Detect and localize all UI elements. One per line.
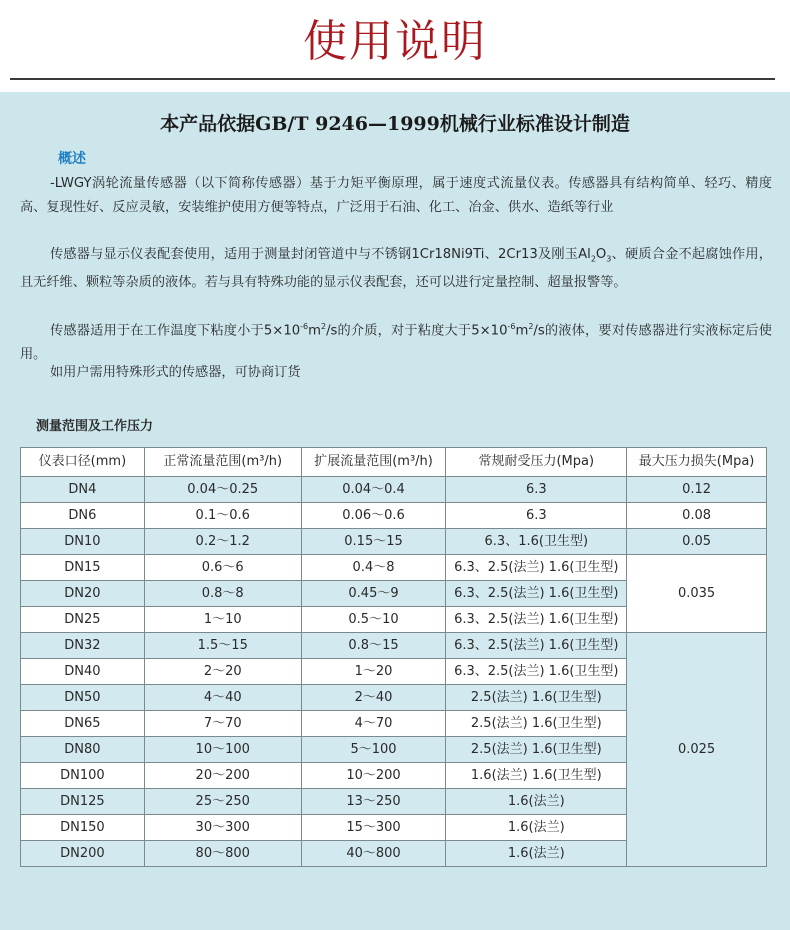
cell-extended-flow: 1～20	[301, 659, 446, 685]
cell-normal-flow: 20～200	[144, 763, 301, 789]
cell-extended-flow: 0.04～0.4	[301, 477, 446, 503]
cell-pressure-loss-merged: 0.035	[627, 555, 767, 633]
cell-normal-flow: 1～10	[144, 607, 301, 633]
cell-extended-flow: 2～40	[301, 685, 446, 711]
table-header-row	[21, 448, 767, 477]
cell-normal-flow: 80～800	[144, 841, 301, 867]
cell-extended-flow: 0.5～10	[301, 607, 446, 633]
cell-extended-flow: 0.4～8	[301, 555, 446, 581]
table-row	[21, 555, 767, 581]
header-divider	[10, 78, 775, 80]
cell-extended-flow: 15～300	[301, 815, 446, 841]
cell-normal-flow: 0.1～0.6	[144, 503, 301, 529]
col-header-pressure-loss: 最大压力损失(Mpa)	[627, 448, 767, 477]
cell-pressure-loss: 0.05	[627, 529, 767, 555]
spec-table	[20, 447, 767, 867]
cell-extended-flow: 40～800	[301, 841, 446, 867]
cell-diameter: DN150	[21, 815, 145, 841]
cell-pressure: 1.6(法兰)	[446, 789, 627, 815]
cell-diameter: DN6	[21, 503, 145, 529]
cell-normal-flow: 10～100	[144, 737, 301, 763]
standard-subtitle: 本产品依据GB/T 9246—1999机械行业标准设计制造	[160, 113, 630, 135]
cell-pressure: 6.3、2.5(法兰) 1.6(卫生型)	[446, 633, 627, 659]
cell-extended-flow: 10～200	[301, 763, 446, 789]
cell-extended-flow: 0.45～9	[301, 581, 446, 607]
cell-diameter: DN32	[21, 633, 145, 659]
cell-pressure-loss: 0.08	[627, 503, 767, 529]
cell-diameter: DN125	[21, 789, 145, 815]
cell-pressure: 1.6(法兰)	[446, 815, 627, 841]
cell-pressure: 2.5(法兰) 1.6(卫生型)	[446, 685, 627, 711]
table-row	[21, 529, 767, 555]
cell-normal-flow: 0.2～1.2	[144, 529, 301, 555]
col-header-pressure: 常规耐受压力(Mpa)	[446, 448, 627, 477]
table-row	[21, 477, 767, 503]
overview-heading: 概述	[58, 151, 86, 167]
col-header-diameter: 仪表口径(mm)	[21, 448, 145, 477]
cell-pressure: 6.3	[446, 477, 627, 503]
cell-normal-flow: 1.5～15	[144, 633, 301, 659]
cell-pressure: 2.5(法兰) 1.6(卫生型)	[446, 737, 627, 763]
cell-diameter: DN50	[21, 685, 145, 711]
cell-diameter: DN4	[21, 477, 145, 503]
cell-pressure: 6.3、2.5(法兰) 1.6(卫生型)	[446, 555, 627, 581]
page-title: 使用说明	[303, 16, 487, 67]
cell-extended-flow: 4～70	[301, 711, 446, 737]
cell-pressure: 1.6(法兰) 1.6(卫生型)	[446, 763, 627, 789]
overview-paragraph-3: 传感器适用于在工作温度下粘度小于$5\times 10^{-6}m^2/s$的介质，对于粘度大于$5\times 10^{-6}m^2/s$的液体，要对传感器进行实液标定后使用。	[20, 322, 772, 362]
cell-pressure: 2.5(法兰) 1.6(卫生型)	[446, 711, 627, 737]
cell-diameter: DN15	[21, 555, 145, 581]
cell-pressure-loss-merged: 0.025	[627, 633, 767, 867]
cell-extended-flow: 13～250	[301, 789, 446, 815]
col-header-extended-flow: 扩展流量范围(m³/h)	[301, 448, 446, 477]
cell-diameter: DN100	[21, 763, 145, 789]
table-row	[21, 633, 767, 659]
overview-paragraph-4: 如用户需用特殊形式的传感器，可协商订货	[50, 365, 301, 380]
cell-diameter: DN25	[21, 607, 145, 633]
table-section-label: 测量范围及工作压力	[36, 419, 154, 434]
cell-normal-flow: 4～40	[144, 685, 301, 711]
cell-extended-flow: 0.06～0.6	[301, 503, 446, 529]
cell-pressure: 6.3、1.6(卫生型)	[446, 529, 627, 555]
cell-extended-flow: 0.8～15	[301, 633, 446, 659]
page-header	[0, 0, 790, 92]
cell-diameter: DN40	[21, 659, 145, 685]
cell-extended-flow: 0.15～15	[301, 529, 446, 555]
cell-diameter: DN65	[21, 711, 145, 737]
cell-diameter: DN200	[21, 841, 145, 867]
cell-diameter: DN10	[21, 529, 145, 555]
cell-normal-flow: 30～300	[144, 815, 301, 841]
cell-pressure-loss: 0.12	[627, 477, 767, 503]
cell-pressure: 6.3	[446, 503, 627, 529]
cell-normal-flow: 25～250	[144, 789, 301, 815]
cell-normal-flow: 0.04～0.25	[144, 477, 301, 503]
cell-pressure: 1.6(法兰)	[446, 841, 627, 867]
cell-extended-flow: 5～100	[301, 737, 446, 763]
cell-normal-flow: 7～70	[144, 711, 301, 737]
cell-pressure: 6.3、2.5(法兰) 1.6(卫生型)	[446, 581, 627, 607]
col-header-normal-flow: 正常流量范围(m³/h)	[144, 448, 301, 477]
cell-diameter: DN80	[21, 737, 145, 763]
cell-pressure: 6.3、2.5(法兰) 1.6(卫生型)	[446, 607, 627, 633]
overview-paragraph-1: -LWGY涡轮流量传感器（以下简称传感器）基于力矩平衡原理，属于速度式流量仪表。传感器具有结构简单、轻巧、精度高、复现性好、反应灵敏，安装维护使用方便等特点，广泛用于石油、化工、冶金、供水、造纸等行业	[20, 176, 772, 215]
cell-normal-flow: 0.8～8	[144, 581, 301, 607]
cell-pressure: 6.3、2.5(法兰) 1.6(卫生型)	[446, 659, 627, 685]
overview-paragraph-2: 传感器与显示仪表配套使用，适用于测量封闭管道中与不锈钢1Cr18Ni9Ti、2Cr13及刚玉$Al_2O_3$、硬质合金不起腐蚀作用，且无纤维、颗粒等杂质的液体。若与具有特殊功能的显示仪表配套，还可以进行定量控制、超量报警等。	[20, 247, 772, 291]
cell-normal-flow: 0.6～6	[144, 555, 301, 581]
cell-diameter: DN20	[21, 581, 145, 607]
cell-normal-flow: 2～20	[144, 659, 301, 685]
table-row	[21, 503, 767, 529]
